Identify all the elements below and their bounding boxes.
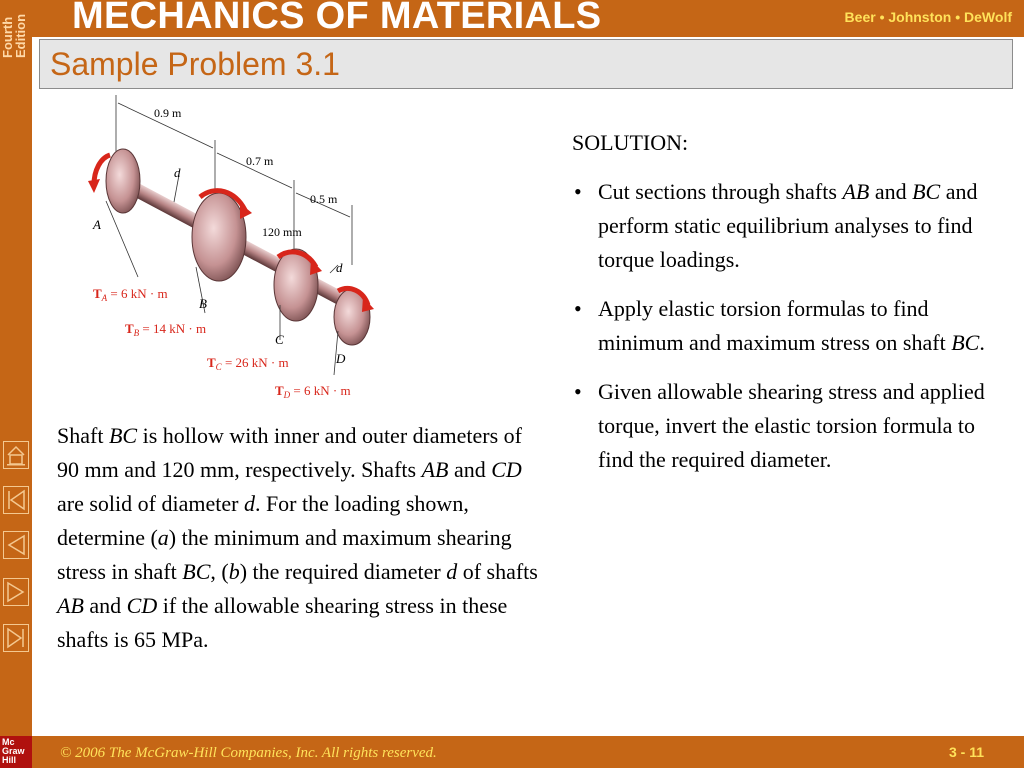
problem-statement: Shaft BC is hollow with inner and outer diameters of 90 mm and 120 mm, respectively. Shafts AB and CD are solid of diameter d. For the loading shown, determine (a) the minimum and maximum shearing stress in shaft BC, (b) the required diameter d of shafts AB and CD if the allowable shearing stress in these shafts is 65 MPa. [57,423,538,652]
solution-bullet-3: • Given allowable shearing stress and applied torque, invert the elastic torsion formula to find the required diameter. [572,375,1012,477]
disc-b [192,193,246,281]
header-bar [32,0,1024,37]
bullet-marker: • [574,379,582,404]
shaft-figure [80,95,390,405]
label-a: A [93,217,101,232]
label-d1: d [174,165,181,180]
bullet-marker: • [574,179,582,204]
dim-top-label: 0.9 m [154,106,182,120]
previous-page-icon[interactable] [3,531,29,559]
arrowhead-a [88,179,100,193]
logo-line3: Hill [2,755,17,765]
label-b: B [199,296,207,311]
slide-subtitle: Sample Problem 3.1 [50,46,340,82]
logo-line2: Graw [2,746,25,756]
home-icon[interactable] [3,441,29,469]
solution-bullet-2: • Apply elastic torsion formulas to find minimum and maximum stress on shaft BC. [572,292,1012,360]
last-page-icon[interactable] [3,624,29,652]
page-number: 3 - 11 [948,744,984,760]
arrowhead-c [310,259,322,275]
sidebar [0,0,32,768]
publisher-logo [0,736,32,768]
label-d: D [336,351,346,366]
dim-mid-label: 0.7 m [246,154,274,168]
edition-line1: Fourth [0,16,15,58]
label-c: C [275,332,284,347]
label-d2: d [336,260,343,275]
solution-bullet-1: • Cut sections through shafts AB and BC and perform static equilibrium analyses to find torque loadings. [572,175,1012,277]
page-title: MECHANICS OF MATERIALS [72,0,602,37]
solution-section [572,126,1012,477]
dim-diameter-label: 120 mm [262,225,302,239]
authors-label: Beer • Johnston • DeWolf [844,9,1012,25]
next-page-icon[interactable] [3,578,29,606]
subtitle-box [39,39,1013,89]
footer-bar [32,736,1024,768]
edition-label [0,0,32,70]
edition-line2: Edition [13,13,28,58]
torque-label-b: $T_B = 14$ kN · m [125,321,207,338]
torque-label-d: $T_D = 6$ kN · m [275,383,351,400]
arrowhead-b [240,203,252,219]
dim-right-label: 0.5 m [310,192,338,206]
solution-heading: SOLUTION: [572,130,689,155]
bullet-marker: • [574,296,582,321]
logo-line1: Mc [2,737,15,747]
first-page-icon[interactable] [3,486,29,514]
torque-label-c: $T_C = 26$ kN · m [207,355,289,372]
copyright-text: © 2006 The McGraw-Hill Companies, Inc. All rights reserved. [60,745,437,761]
torque-label-a: $T_A = 6$ kN · m [93,286,168,303]
disc-a [106,149,140,213]
